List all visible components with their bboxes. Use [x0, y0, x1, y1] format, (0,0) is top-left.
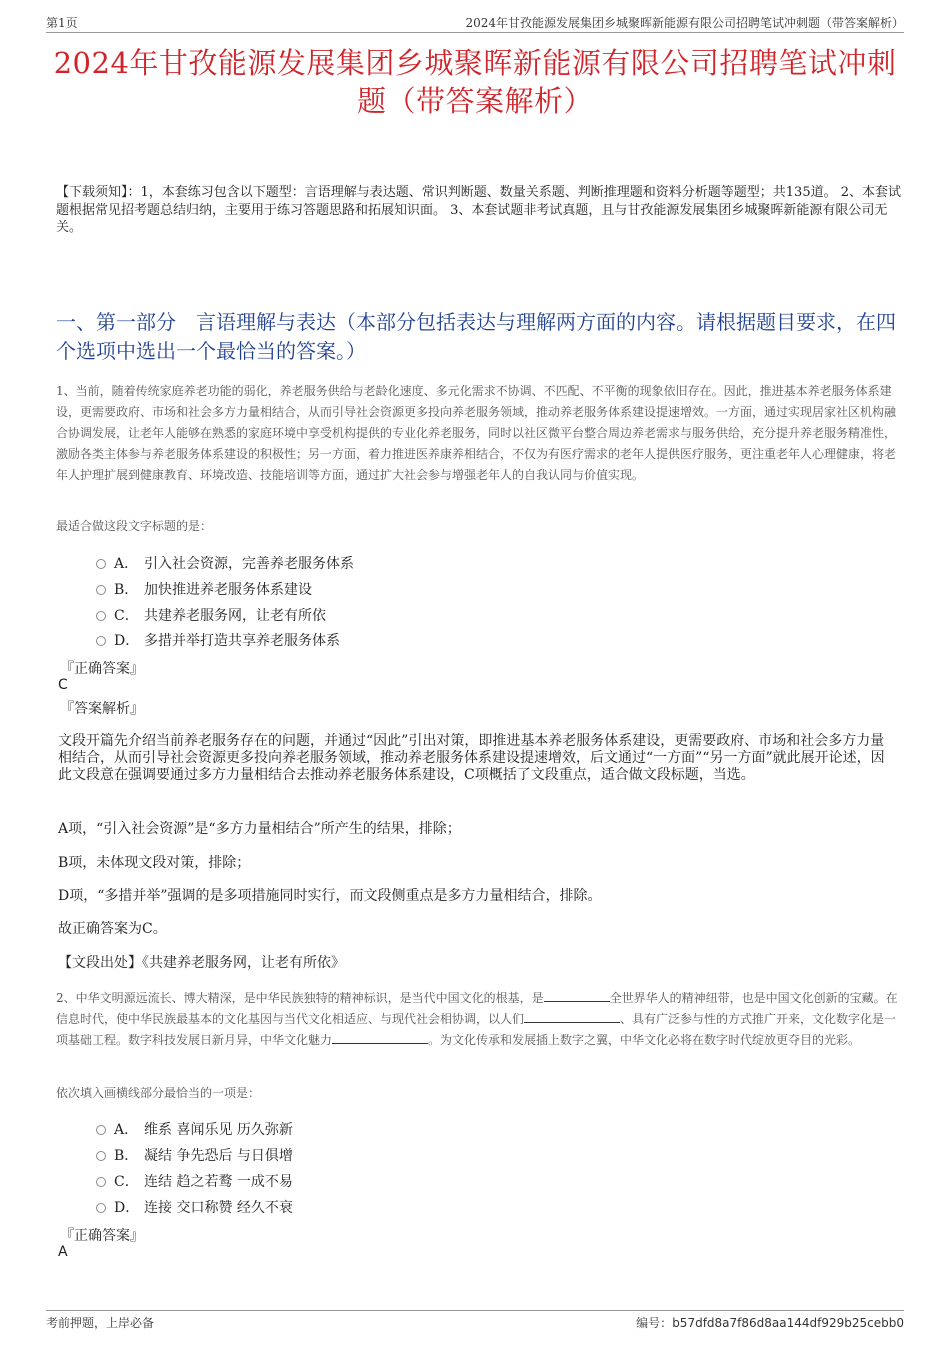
page-title: 2024年甘孜能源发展集团乡城聚晖新能源有限公司招聘笔试冲刺题（带答案解析）	[53, 46, 897, 118]
q1-analysis-label: 『答案解析』	[60, 701, 144, 717]
q1-note-b: B项，未体现文段对策，排除；	[58, 855, 251, 871]
download-notice: 【下载须知】：1，本套练习包含以下题型：言语理解与表达题、常识判断题、数量关系题、判断推理题和资料分析题等题型；共135道。 2、本套试题根据常见招考题总结归纳，主要用于练习答题思路和拓展知识面。 3、本套试题非考试真题，且与甘孜能源发展集团乡城聚晖新能源有限公司无关。	[56, 185, 901, 235]
footer-code: 编号：b57dfd8a7f86d8aa144df929b25cebb0	[636, 1316, 904, 1330]
q1-note-d: D项，“多措并举”强调的是多项措施同时实行，而文段侧重点是多方力量相结合，排除。	[58, 888, 602, 904]
radio-icon[interactable]	[96, 1125, 106, 1135]
q2-option-b[interactable]: B． 凝结 争先恐后 与日俱增	[96, 1145, 293, 1165]
q1-option-a[interactable]: A． 引入社会资源，完善养老服务体系	[96, 553, 354, 573]
fill-blank-1	[544, 989, 610, 1002]
question-1-text: 1、当前，随着传统家庭养老功能的弱化，养老服务供给与老龄化速度、多元化需求不协调、不匹配、不平衡的现象依旧存在。因此，推进基本养老服务体系建设，更需要政府、市场和社会多方力量相结合，从而引导社会资源更多投向养老服务领域，推动养老服务体系建设提速增效。一方面，通过实现居家社区机构融合协调发展，让老年人能够在熟悉的家庭环境中享受机构提供的专业化养老服务，同时以社区微平台整合周边养老需求与服务供给，充分提升养老服务精准性，激励各类主体参与养老服务体系建设的积极性；另一方面，着力推进医养康养相结合，不仅为有医疗需求的老年人提供医疗服务，更注重老年人心理健康，将老年人护理扩展到健康教育、环境改造、技能培训等方面，通过扩大社会参与增强老年人的自我认同与价值实现。	[56, 384, 897, 482]
q2-option-d[interactable]: D． 连接 交口称赞 经久不衰	[96, 1197, 293, 1217]
radio-icon[interactable]	[96, 585, 106, 595]
q1-option-c[interactable]: C． 共建养老服务网，让老有所依	[96, 605, 326, 625]
radio-icon[interactable]	[96, 559, 106, 569]
question-2-prompt: 依次填入画横线部分最恰当的一项是：	[56, 1086, 261, 1100]
question-2-text: 2、中华文明源远流长、博大精深，是中华民族独特的精神标识，是当代中国文化的根基，是 全世界华人的精神纽带，也是中国文化创新的宝藏。在信息时代，使中华民族最基本的文化基因与当代文化相适应、与现代社会相协调，以人们 、具有广泛参与性的方式推广开来，文化数字化是一项基础工程。数字科技发展日新月异，中华文化魅力 。为文化传承和发展插上数字之翼，中华文化必将在数字时代绽放更夺目的光彩。	[56, 991, 898, 1047]
radio-icon[interactable]	[96, 1203, 106, 1213]
q1-source: 【文段出处】《共建养老服务网，让老有所依》	[58, 955, 345, 971]
q1-option-b[interactable]: B． 加快推进养老服务体系建设	[96, 579, 312, 599]
footer-divider	[46, 1310, 904, 1311]
q1-note-a: A项，“引入社会资源”是“多方力量相结合”所产生的结果，排除；	[58, 821, 461, 837]
q1-option-d[interactable]: D． 多措并举打造共享养老服务体系	[96, 630, 340, 650]
radio-icon[interactable]	[96, 1151, 106, 1161]
page-number: 第1页	[46, 16, 78, 30]
q2-answer-label: 『正确答案』	[60, 1228, 144, 1244]
q1-conclusion: 故正确答案为C。	[58, 921, 167, 937]
radio-icon[interactable]	[96, 611, 106, 621]
header-divider	[46, 32, 904, 33]
q2-option-a[interactable]: A． 维系 喜闻乐见 历久弥新	[96, 1119, 293, 1139]
q1-answer: C	[58, 677, 68, 693]
radio-icon[interactable]	[96, 1177, 106, 1187]
q2-answer: A	[58, 1244, 68, 1260]
footer-slogan: 考前押题，上岸必备	[46, 1316, 155, 1330]
q2-option-c[interactable]: C． 连结 趋之若鹜 一成不易	[96, 1171, 293, 1191]
header-doc-title: 2024年甘孜能源发展集团乡城聚晖新能源有限公司招聘笔试冲刺题（带答案解析）	[465, 16, 904, 30]
q1-analysis: 文段开篇先介绍当前养老服务存在的问题，并通过“因此”引出对策，即推进基本养老服务体系建设，更需要政府、市场和社会多方力量相结合，从而引导社会资源更多投向养老服务领域，推动养老服务体系建设提速增效，后文通过“一方面”“另一方面”就此展开论述，因此文段意在强调要通过多方力量相结合去推动养老服务体系建设，C项概括了文段重点，适合做文段标题，当选。	[58, 733, 885, 783]
fill-blank-3	[332, 1031, 428, 1044]
question-1-prompt: 最适合做这段文字标题的是：	[56, 519, 213, 533]
section-heading: 一、第一部分 言语理解与表达（本部分包括表达与理解两方面的内容。请根据题目要求，在四个选项中选出一个最恰当的答案。）	[56, 310, 896, 363]
q1-answer-label: 『正确答案』	[60, 661, 144, 677]
radio-icon[interactable]	[96, 636, 106, 646]
fill-blank-2	[524, 1010, 620, 1023]
